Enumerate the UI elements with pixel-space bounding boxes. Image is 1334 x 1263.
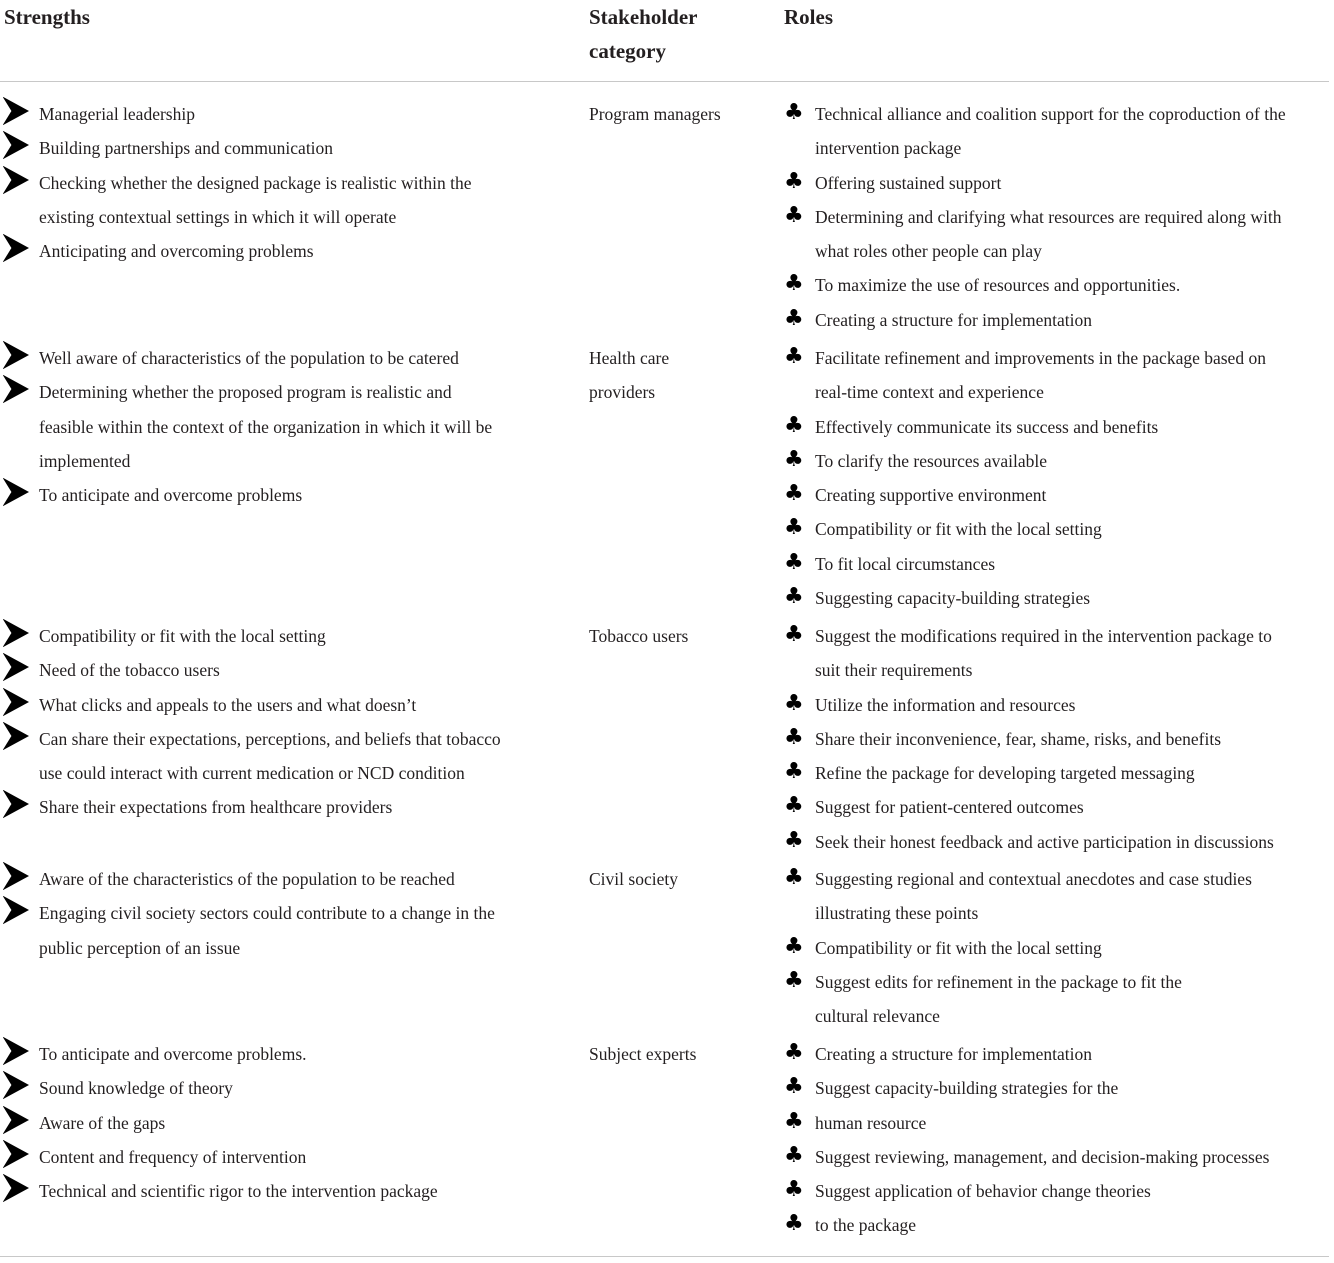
roles-cell bbox=[784, 341, 1330, 615]
arrowhead-icon bbox=[3, 790, 29, 818]
strength-item bbox=[0, 619, 560, 653]
strength-text: What clicks and appeals to the users and what doesn’t bbox=[39, 694, 417, 715]
role-text: Suggest capacity-building strategies for the bbox=[815, 1078, 1119, 1099]
role-item bbox=[784, 756, 1330, 790]
strength-text: Content and frequency of intervention bbox=[39, 1146, 307, 1167]
role-text: To clarify the resources available bbox=[815, 450, 1047, 471]
strength-text: Technical and scientific rigor to the intervention package bbox=[39, 1181, 438, 1202]
role-text: cultural relevance bbox=[815, 1006, 940, 1027]
strength-item bbox=[0, 688, 560, 722]
role-text: illustrating these points bbox=[815, 903, 979, 924]
role-text: to the package bbox=[815, 1215, 917, 1236]
arrowhead-icon bbox=[3, 653, 29, 681]
role-text: intervention package bbox=[815, 138, 962, 159]
club-icon: ♣ bbox=[784, 515, 804, 541]
club-icon: ♣ bbox=[784, 933, 804, 959]
strengths-cell bbox=[0, 97, 560, 268]
role-text: human resource bbox=[815, 1112, 927, 1133]
strength-text: Anticipating and overcoming problems bbox=[39, 241, 314, 262]
roles-cell bbox=[784, 97, 1330, 337]
role-text: real-time context and experience bbox=[815, 382, 1044, 403]
header-stakeholder-category bbox=[589, 0, 698, 68]
arrowhead-icon bbox=[3, 131, 29, 159]
role-text: Offering sustained support bbox=[815, 172, 1002, 193]
strength-text: Aware of the characteristics of the population to be reached bbox=[39, 869, 455, 889]
role-item bbox=[784, 931, 1330, 965]
strength-text: feasible within the context of the organization in which it will be bbox=[39, 416, 493, 437]
role-item bbox=[784, 965, 1330, 1034]
table-header bbox=[0, 0, 1334, 82]
strength-item bbox=[0, 234, 560, 268]
role-item bbox=[784, 825, 1330, 859]
club-icon: ♣ bbox=[784, 412, 804, 438]
stakeholder-category-cell bbox=[589, 619, 769, 653]
role-item bbox=[784, 478, 1330, 512]
roles-cell bbox=[784, 1037, 1330, 1243]
role-item bbox=[784, 862, 1330, 931]
role-item bbox=[784, 1037, 1330, 1071]
role-item bbox=[784, 410, 1330, 444]
arrowhead-icon bbox=[3, 1037, 29, 1065]
role-item bbox=[784, 303, 1330, 337]
strength-text: Need of the tobacco users bbox=[39, 660, 220, 681]
role-text: Determining and clarifying what resources are required along with bbox=[815, 206, 1282, 227]
arrowhead-icon bbox=[3, 375, 29, 403]
stakeholder-category: providers bbox=[589, 382, 656, 403]
arrowhead-icon bbox=[3, 1174, 29, 1202]
strength-text: Aware of the gaps bbox=[39, 1112, 166, 1133]
strength-text: To anticipate and overcome problems. bbox=[39, 1044, 307, 1064]
club-icon: ♣ bbox=[784, 724, 804, 750]
strength-text: To anticipate and overcome problems bbox=[39, 485, 303, 506]
strength-item bbox=[0, 375, 560, 478]
strength-text: public perception of an issue bbox=[39, 937, 241, 958]
strength-item bbox=[0, 1174, 560, 1208]
role-item bbox=[784, 268, 1330, 302]
club-icon: ♣ bbox=[784, 584, 804, 610]
role-text: Compatibility or fit with the local setting bbox=[815, 519, 1102, 540]
role-text: Compatibility or fit with the local setting bbox=[815, 937, 1102, 958]
club-icon: ♣ bbox=[784, 690, 804, 716]
arrowhead-icon bbox=[3, 688, 29, 716]
club-icon: ♣ bbox=[784, 622, 804, 647]
strength-item bbox=[0, 1140, 560, 1174]
strengths-cell bbox=[0, 862, 560, 965]
role-text: Facilitate refinement and improvements in the package based on bbox=[815, 348, 1266, 368]
arrowhead-icon bbox=[3, 1140, 29, 1168]
club-icon: ♣ bbox=[784, 1177, 804, 1203]
club-icon: ♣ bbox=[784, 1108, 804, 1134]
club-icon: ♣ bbox=[784, 1040, 804, 1065]
header-roles: Roles bbox=[784, 5, 833, 29]
bottom-rule bbox=[0, 1256, 1329, 1257]
club-icon: ♣ bbox=[784, 865, 804, 890]
strength-text: Managerial leadership bbox=[39, 104, 195, 124]
club-icon: ♣ bbox=[784, 827, 804, 853]
stakeholder-category-cell bbox=[589, 341, 769, 410]
strength-item bbox=[0, 722, 560, 791]
strength-item bbox=[0, 97, 560, 131]
role-item bbox=[784, 1140, 1330, 1174]
arrowhead-icon bbox=[3, 722, 29, 750]
role-item bbox=[784, 97, 1330, 166]
arrowhead-icon bbox=[3, 862, 29, 890]
strength-item bbox=[0, 653, 560, 687]
role-item bbox=[784, 581, 1330, 615]
arrowhead-icon bbox=[3, 896, 29, 924]
role-text: Refine the package for developing targeted messaging bbox=[815, 763, 1195, 784]
header-category-line1: Stakeholder bbox=[589, 5, 698, 29]
strength-item bbox=[0, 862, 560, 896]
club-icon: ♣ bbox=[784, 1211, 804, 1237]
role-text: Suggest for patient-centered outcomes bbox=[815, 797, 1084, 818]
role-item bbox=[784, 512, 1330, 546]
arrowhead-icon bbox=[3, 1106, 29, 1134]
arrowhead-icon bbox=[3, 341, 29, 369]
role-text: what roles other people can play bbox=[815, 241, 1042, 262]
strengths-cell bbox=[0, 619, 560, 825]
strength-text: Compatibility or fit with the local setting bbox=[39, 626, 326, 646]
strength-item bbox=[0, 896, 560, 965]
role-item bbox=[784, 619, 1330, 688]
role-text: Technical alliance and coalition support for the coproduction of the bbox=[815, 104, 1286, 124]
arrowhead-icon bbox=[3, 234, 29, 262]
role-text: suit their requirements bbox=[815, 660, 973, 681]
strength-item bbox=[0, 790, 560, 824]
club-icon: ♣ bbox=[784, 271, 804, 297]
arrowhead-icon bbox=[3, 1071, 29, 1099]
role-item bbox=[784, 444, 1330, 478]
role-item bbox=[784, 166, 1330, 200]
role-item bbox=[784, 1106, 1330, 1140]
stakeholder-category: Program managers bbox=[589, 104, 721, 124]
strengths-cell bbox=[0, 1037, 560, 1208]
strength-item bbox=[0, 341, 560, 375]
strength-item bbox=[0, 131, 560, 165]
club-icon: ♣ bbox=[784, 344, 804, 369]
strength-text: Engaging civil society sectors could contribute to a change in the bbox=[39, 903, 495, 924]
role-item bbox=[784, 722, 1330, 756]
role-item bbox=[784, 200, 1330, 269]
role-item bbox=[784, 1071, 1330, 1105]
role-text: Creating a structure for implementation bbox=[815, 309, 1092, 330]
role-text: Effectively communicate its success and benefits bbox=[815, 416, 1159, 437]
role-text: Suggest edits for refinement in the package to fit the bbox=[815, 971, 1182, 992]
stakeholder-category: Tobacco users bbox=[589, 626, 689, 646]
role-text: To maximize the use of resources and opportunities. bbox=[815, 275, 1181, 296]
strength-text: Can share their expectations, perceptions, and beliefs that tobacco bbox=[39, 728, 501, 749]
stakeholder-category-cell bbox=[589, 862, 769, 896]
strength-item bbox=[0, 166, 560, 235]
arrowhead-icon bbox=[3, 97, 29, 125]
arrowhead-icon bbox=[3, 166, 29, 194]
strength-text: Share their expectations from healthcare providers bbox=[39, 797, 393, 818]
club-icon: ♣ bbox=[784, 100, 804, 125]
role-item bbox=[784, 547, 1330, 581]
roles-cell bbox=[784, 862, 1330, 1033]
role-item bbox=[784, 341, 1330, 410]
role-item bbox=[784, 1208, 1330, 1242]
strength-text: Sound knowledge of theory bbox=[39, 1078, 233, 1099]
strength-item bbox=[0, 1106, 560, 1140]
role-text: Seek their honest feedback and active participation in discussions bbox=[815, 831, 1274, 852]
stakeholder-category: Health care bbox=[589, 348, 670, 368]
club-icon: ♣ bbox=[784, 759, 804, 785]
strength-text: Well aware of characteristics of the population to be catered bbox=[39, 348, 459, 368]
club-icon: ♣ bbox=[784, 446, 804, 472]
role-item bbox=[784, 688, 1330, 722]
header-category-line2: category bbox=[589, 39, 666, 63]
club-icon: ♣ bbox=[784, 1142, 804, 1168]
role-text: Suggest the modifications required in the intervention package to bbox=[815, 626, 1272, 646]
role-text: Suggesting regional and contextual anecdotes and case studies bbox=[815, 869, 1252, 889]
strength-item bbox=[0, 1071, 560, 1105]
strength-item bbox=[0, 1037, 560, 1071]
strength-text: Building partnerships and communication bbox=[39, 138, 334, 159]
strength-text: existing contextual settings in which it will operate bbox=[39, 206, 397, 227]
role-text: Suggest reviewing, management, and decision-making processes bbox=[815, 1146, 1270, 1167]
club-icon: ♣ bbox=[784, 549, 804, 575]
role-text: Suggest application of behavior change theories bbox=[815, 1181, 1151, 1202]
roles-cell bbox=[784, 619, 1330, 859]
strength-item bbox=[0, 478, 560, 512]
stakeholder-category: Subject experts bbox=[589, 1044, 697, 1064]
role-text: Creating supportive environment bbox=[815, 485, 1047, 506]
header-strengths: Strengths bbox=[4, 5, 90, 29]
club-icon: ♣ bbox=[784, 967, 804, 993]
strength-text: Determining whether the proposed program is realistic and bbox=[39, 382, 452, 403]
role-item bbox=[784, 1174, 1330, 1208]
strengths-cell bbox=[0, 341, 560, 512]
role-text: Creating a structure for implementation bbox=[815, 1044, 1092, 1064]
arrowhead-icon bbox=[3, 478, 29, 506]
stakeholder-category: Civil society bbox=[589, 869, 678, 889]
club-icon: ♣ bbox=[784, 168, 804, 194]
club-icon: ♣ bbox=[784, 1074, 804, 1100]
club-icon: ♣ bbox=[784, 481, 804, 507]
strength-text: implemented bbox=[39, 450, 131, 471]
header-rule bbox=[0, 81, 1329, 82]
stakeholder-category-cell bbox=[589, 1037, 769, 1071]
arrowhead-icon bbox=[3, 619, 29, 647]
role-text: Utilize the information and resources bbox=[815, 694, 1076, 715]
club-icon: ♣ bbox=[784, 202, 804, 228]
club-icon: ♣ bbox=[784, 793, 804, 819]
role-text: Share their inconvenience, fear, shame, risks, and benefits bbox=[815, 728, 1222, 749]
stakeholder-category-cell bbox=[589, 97, 769, 131]
strength-text: use could interact with current medication or NCD condition bbox=[39, 763, 465, 784]
club-icon: ♣ bbox=[784, 305, 804, 331]
role-item bbox=[784, 790, 1330, 824]
role-text: Suggesting capacity-building strategies bbox=[815, 588, 1091, 609]
role-text: To fit local circumstances bbox=[815, 553, 996, 574]
strength-text: Checking whether the designed package is realistic within the bbox=[39, 172, 472, 193]
